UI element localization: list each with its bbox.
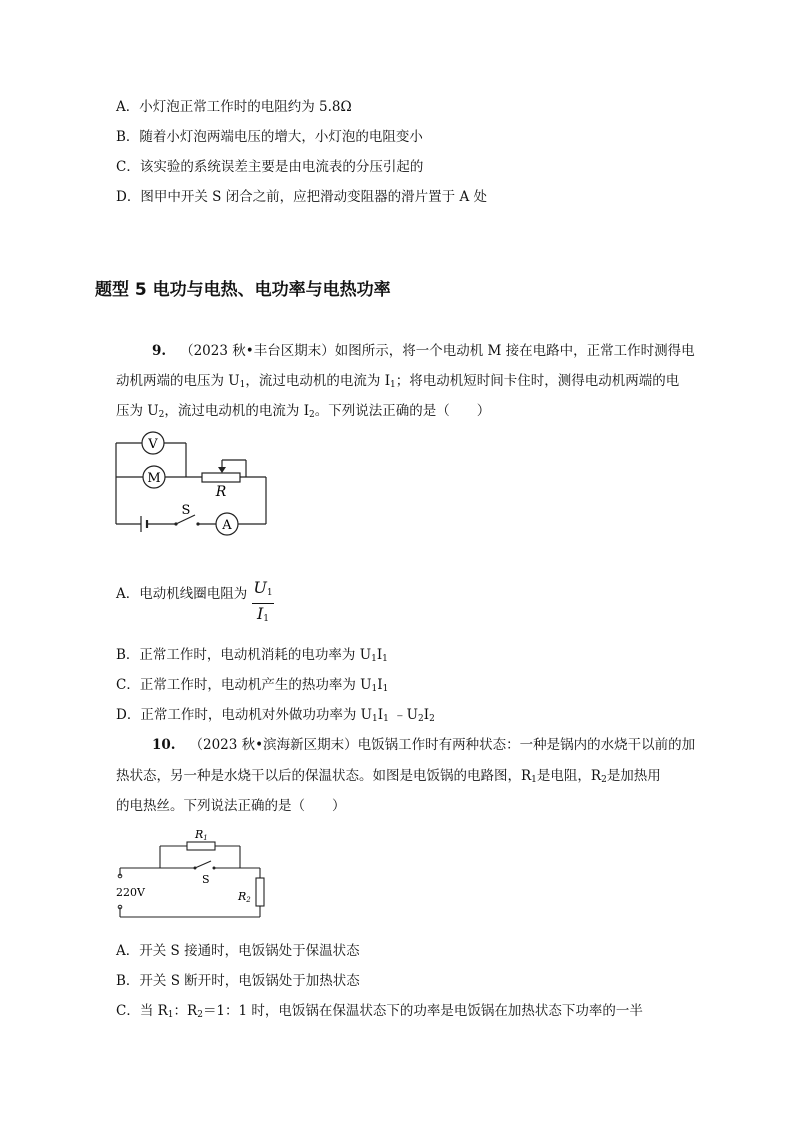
q10-line-1: 10. （2023 秋•滨海新区期末）电饭锅工作时有两种状态：一种是锅内的水烧干以前的加 [152,737,696,753]
q9-option-a: A．电动机线圈电阻为 [116,586,248,602]
q9-line-2: 动机两端的电压为 $U_1$，流过电动机的电流为 $I_1$；将电动机短时间卡住时，测得电动机两端的电 [116,373,680,390]
q8-option-b: B．随着小灯泡两端电压的增大，小灯泡的电阻变小 [116,129,423,145]
switch-label: S [181,503,191,518]
voltmeter-label: V [148,437,158,452]
q9-line-3: 压为 $U_2$，流过电动机的电流为 $I_2$。下列说法正确的是（ ） [116,403,491,420]
q8-option-a: A．小灯泡正常工作时的电阻约为 5.8Ω [116,99,352,115]
q9-circuit-diagram [108,430,278,540]
q10-number: 10. [152,737,176,753]
q9-option-a-fraction: $U_1$ $I_1$ [253,578,273,624]
q10-line-3: 的电热丝。下列说法正确的是（ ） [116,798,346,814]
section-title: 题型 5 电功与电热、电功率与电热功率 [95,280,391,300]
q9-line-1: 9. （2023 秋•丰台区期末）如图所示，将一个电动机 M 接在电路中，正常工作时测得电 [152,343,695,359]
voltage-label: 220V [116,886,145,899]
q9-option-b: B．正常工作时，电动机消耗的电功率为 $U_1I_1$ [116,647,388,664]
q9-number: 9. [152,343,167,359]
motor-label: M [147,471,161,486]
q10-circuit-diagram [112,822,272,927]
q10-option-a: A．开关 S 接通时，电饭锅处于保温状态 [116,943,360,959]
q10-line-2: 热状态，另一种是水烧干以后的保温状态。如图是电饭锅的电路图，$R_1$是电阻，$R_2$是加热用 [116,768,661,785]
q8-option-c: C．该实验的系统误差主要是由电流表的分压引起的 [116,159,424,175]
q9-option-c: C．正常工作时，电动机产生的热功率为 $U_1I_1$ [116,677,389,694]
q10-option-c: C．当 $R_1$：$R_2=1$：1 时，电饭锅在保温状态下的功率是电饭锅在加热状态下功率的一半 [116,1003,643,1020]
q9-option-d: D．正常工作时，电动机对外做功功率为 $U_1I_1$ $﹣U_2I_2$ [116,707,435,724]
q8-option-d: D．图甲中开关 S 闭合之前，应把滑动变阻器的滑片置于 A 处 [116,189,487,205]
switch-label-2: S [202,873,210,886]
q10-option-b: B．开关 S 断开时，电饭锅处于加热状态 [116,973,360,989]
resistor-label: R [215,484,227,500]
r1-label: R1 [195,828,208,842]
r2-label: R2 [238,890,251,904]
ammeter-label: A [222,518,232,533]
